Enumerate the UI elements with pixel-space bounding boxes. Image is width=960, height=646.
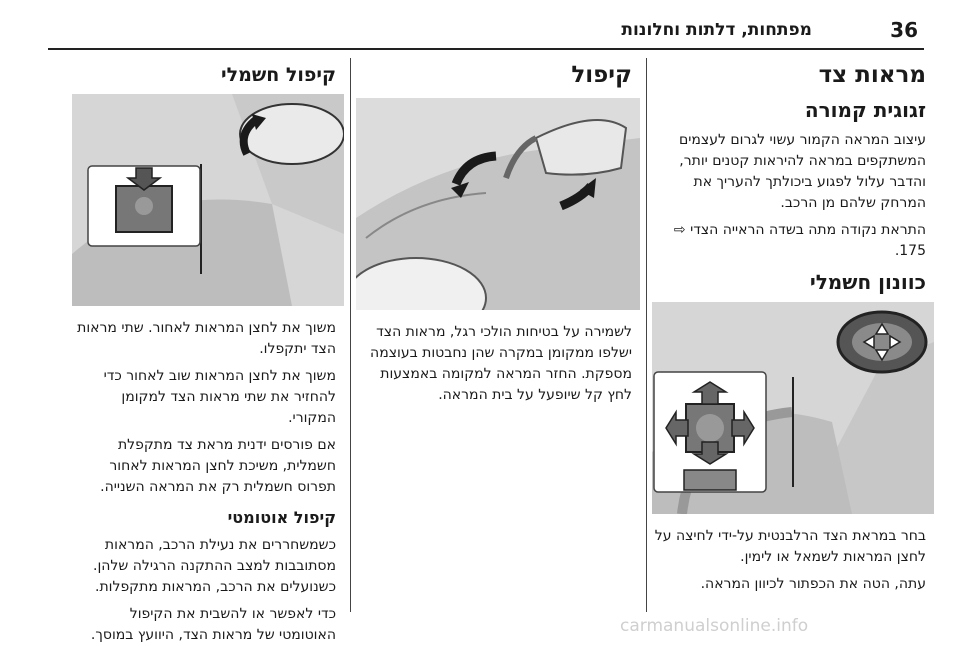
mirror-adjust-figure: [652, 302, 934, 514]
column-divider: [350, 58, 351, 612]
section-electric-folding: [72, 58, 344, 643]
paragraph: עתה, הטה את הכפתור לכיוון המראה.: [700, 576, 926, 592]
electric-fold-figure: [72, 94, 344, 306]
paragraph: כדי לאפשר או להשבית את הקיפול האוטומטי של מראות הצד, היוועץ במוסך.: [90, 606, 336, 643]
paragraph: כשמשחררים את נעילת הרכב, המראות מסתובבות למצב ההתקנה הרגילה שלהן. כשנועלים את הרכב, המראות מתקפלות.: [93, 537, 336, 595]
page-number: 36: [890, 18, 918, 42]
paragraph: אם פורסים ידנית מראת צד מתקפלת חשמלית, משיכת לחצן המראות לאחור תפרוס חשמלית רק את המראה השנייה.: [100, 437, 336, 495]
electric-fold-illustration: [72, 94, 344, 306]
paragraph: עיצוב המראה הקמור עשוי לגרום לעצמים המשתקפים במראה להיראות קטנים יותר, והדבר עלול לפגוע ביכולתך להעריך את המרחק שלהם מן הרכב.: [678, 132, 926, 211]
section-folding: [356, 58, 640, 612]
paragraph: לשמירה על בטיחות הולכי רגל, מראות הצד ישלפו ממקומן במקרה שהן נחבטות בעוצמה מספקת. החזר המראה למקומה באמצעות לחץ קל שיופעל על בית המראה.: [370, 324, 632, 403]
section-side-mirrors: [652, 58, 934, 612]
section-title: מראות צד: [818, 62, 926, 88]
subsection-title: קיפול אוטומטי: [227, 508, 336, 527]
paragraph: משוך את לחצן המראות שוב לאחור כדי להחזיר את שתי מראות הצד למקומן המקורי.: [103, 368, 336, 426]
watermark: carmanualsonline.info: [620, 616, 809, 636]
column-divider: [646, 58, 647, 612]
section-title: קיפול: [571, 62, 632, 88]
chapter-title: מפתחות, דלתות וחלונות: [621, 20, 812, 40]
paragraph: בחר במראת הצד הרלבנטית על-ידי לחיצה על לחצן המראות לשמאל או לימין.: [654, 528, 926, 565]
mirror-adjust-illustration: [652, 302, 934, 514]
paragraph: משוך את לחצן המראות לאחור. שתי מראות הצד יתקפלו.: [77, 320, 336, 357]
section-title: קיפול חשמלי: [220, 64, 336, 86]
mirror-fold-illustration: [356, 98, 640, 310]
subsection-title: כוונון חשמלי: [809, 270, 926, 294]
paragraph: התראת נקודה מתה בשדה הראייה הצדי ⇨ 175.: [673, 222, 926, 259]
page-header: [48, 8, 924, 50]
mirror-fold-figure: [356, 98, 640, 310]
subsection-title: זגוגית קמורה: [804, 98, 926, 122]
